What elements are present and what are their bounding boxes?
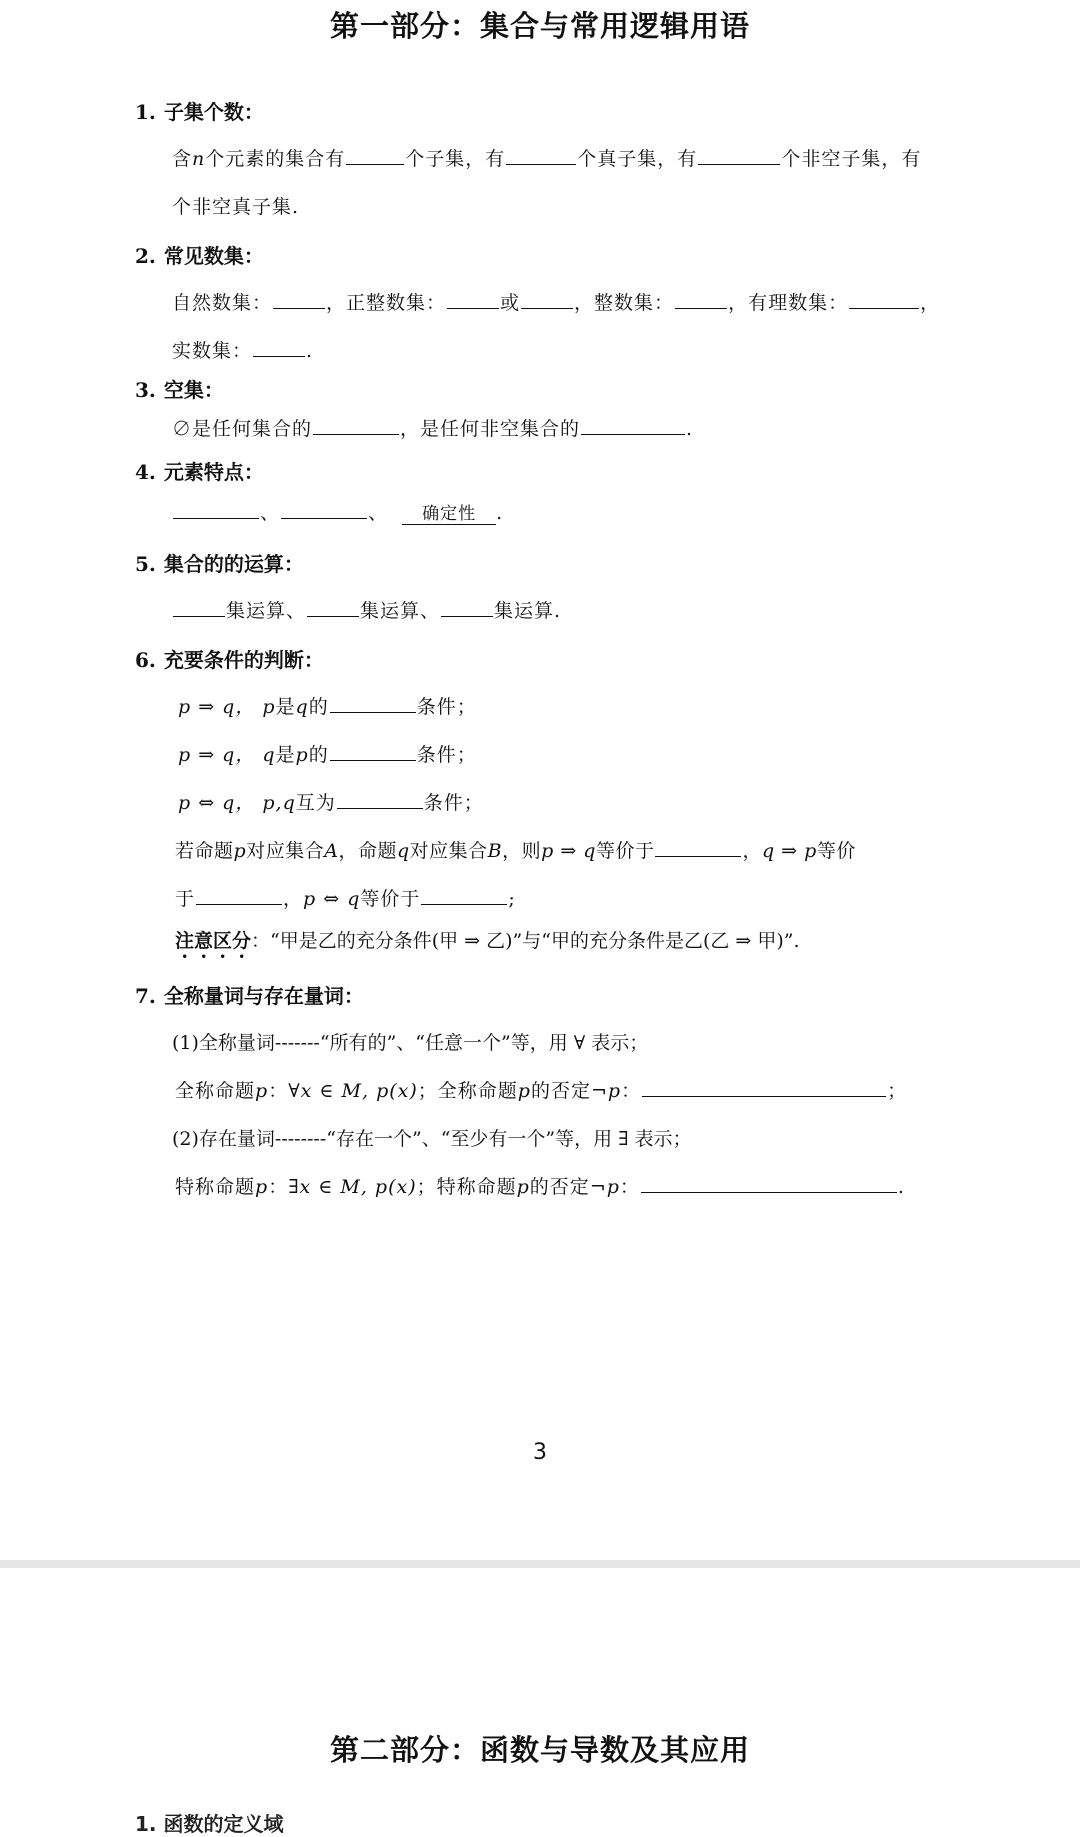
text: 全称命题	[175, 1080, 256, 1102]
section-title: 元素特点：	[163, 460, 264, 484]
text: 等价	[816, 840, 856, 862]
answer-blank[interactable]	[253, 338, 305, 357]
condition-line-2	[178, 740, 477, 767]
math-expr: ∃x ∈ M, p(x)	[288, 1176, 417, 1198]
text: 等价于	[595, 840, 655, 862]
section-4-heading	[135, 456, 264, 485]
condition-line-3	[178, 788, 484, 815]
math-p: p	[517, 1080, 531, 1102]
answer-blank[interactable]	[173, 500, 259, 519]
math-p: p	[233, 840, 247, 862]
section-6-heading	[135, 644, 324, 673]
answer-blank[interactable]	[447, 290, 499, 309]
math-not-p: ¬p	[589, 1176, 620, 1198]
text: .	[496, 502, 504, 524]
section-number: 2.	[135, 244, 156, 268]
answer-blank[interactable]	[337, 790, 423, 809]
math-expr: p ⇔ q， p,q	[178, 792, 296, 814]
page-title: 第一部分：集合与常用逻辑用语	[329, 9, 750, 43]
math-not-p: ¬p	[590, 1080, 622, 1102]
math-expr: p ⇒ q， p	[178, 696, 276, 718]
text: .	[897, 1176, 905, 1198]
text: 含	[172, 148, 193, 170]
section-1-heading	[135, 96, 264, 125]
text: 对应集合	[409, 840, 488, 862]
existential-proposition-line	[175, 1172, 905, 1199]
text: 个真子集，有	[577, 148, 698, 170]
text: ∅是任何集合的	[172, 418, 313, 440]
universal-quantifier-line: (1)全称量词-------“所有的”、“任意一个”等，用 ∀ 表示；	[172, 1032, 649, 1054]
answer-blank[interactable]	[196, 886, 282, 905]
answer-blank[interactable]	[698, 146, 780, 165]
section-number: 3.	[135, 378, 156, 402]
text: 的否定	[530, 1080, 591, 1102]
math-p: p	[516, 1176, 530, 1198]
filled-answer: 确定性	[402, 499, 496, 525]
condition-line-1	[178, 692, 477, 719]
subset-count-line-2: 个非空真子集.	[172, 196, 300, 218]
text: ，	[920, 292, 941, 314]
math-q: q	[295, 696, 309, 718]
text: 互为	[295, 792, 336, 814]
text: 是	[275, 696, 296, 718]
page-title: 第二部分：函数与导数及其应用	[329, 1733, 750, 1767]
text: ，正整数集：	[326, 292, 447, 314]
text: .	[306, 340, 314, 362]
text: 条件；	[416, 744, 477, 766]
math-p: p	[295, 744, 309, 766]
text: 个元素的集合有	[205, 148, 346, 170]
section-number: 6.	[135, 648, 156, 672]
section-number: 5.	[135, 552, 156, 576]
text: 集运算、	[360, 600, 441, 622]
math-expr: p ⇔ q	[303, 888, 361, 910]
section-title: 全称量词与存在量词：	[163, 984, 364, 1008]
math-expr: p ⇒ q	[541, 840, 596, 862]
text: 、	[368, 502, 389, 524]
text: 条件；	[423, 792, 484, 814]
section-title: 集合的的运算：	[163, 552, 304, 576]
text: ，是任何非空集合的	[400, 418, 581, 440]
answer-blank[interactable]	[581, 416, 685, 435]
note-line	[175, 926, 800, 963]
section-7-heading	[135, 980, 364, 1009]
section-number: 1.	[135, 100, 156, 124]
text: 、	[260, 502, 281, 524]
section-number: 4.	[135, 460, 156, 484]
page-number: 3	[533, 1440, 547, 1465]
text: ;	[508, 888, 516, 910]
section-title: 空集：	[163, 378, 224, 402]
text: 于	[175, 888, 196, 910]
answer-blank[interactable]	[675, 290, 727, 309]
note-label: 注意区分	[175, 930, 252, 952]
text: 对应集合	[246, 840, 325, 862]
answer-blank[interactable]	[655, 838, 741, 857]
set-operations-line	[172, 596, 561, 623]
text: ；	[887, 1080, 908, 1102]
answer-blank[interactable]	[173, 598, 225, 617]
condition-line-4	[175, 836, 856, 863]
answer-blank[interactable]	[441, 598, 493, 617]
section-5-heading	[135, 548, 304, 577]
text: ，有理数集：	[728, 292, 849, 314]
text: .	[686, 418, 694, 440]
answer-blank[interactable]	[506, 146, 576, 165]
text: 自然数集：	[172, 292, 273, 314]
answer-blank[interactable]	[641, 1174, 897, 1193]
math-q: q	[396, 840, 410, 862]
text: 实数集：	[172, 340, 253, 362]
answer-blank[interactable]	[642, 1078, 886, 1097]
text: 或	[500, 292, 521, 314]
answer-blank[interactable]	[307, 598, 359, 617]
math-B: B	[487, 840, 503, 862]
answer-blank[interactable]	[273, 290, 325, 309]
text: ，	[742, 840, 762, 862]
text: ：	[621, 1080, 642, 1102]
section-title: 子集个数：	[163, 100, 264, 124]
section-1-heading-cut-off: 1. 函数的定义域	[135, 1812, 284, 1836]
text: ；全称命题	[417, 1080, 518, 1102]
text: ，命题	[338, 840, 397, 862]
text: ：	[268, 1176, 289, 1198]
section-3-heading	[135, 374, 224, 403]
text: 条件；	[416, 696, 477, 718]
text: 若命题	[175, 840, 234, 862]
text: 的	[308, 744, 329, 766]
existential-quantifier-line: (2)存在量词--------“存在一个”、“至少有一个”等，用 ∃ 表示；	[172, 1128, 692, 1150]
empty-set-line	[172, 414, 693, 441]
text: 个子集，有	[405, 148, 506, 170]
answer-blank[interactable]	[330, 694, 416, 713]
answer-blank[interactable]	[330, 742, 416, 761]
text: 个非空子集，有	[781, 148, 922, 170]
text: 集运算、	[226, 600, 307, 622]
document-page-2	[0, 1568, 1080, 1836]
section-title: 常见数集：	[163, 244, 264, 268]
text: ，	[283, 888, 304, 910]
answer-blank[interactable]	[313, 416, 399, 435]
number-sets-line-2	[172, 336, 313, 363]
text: ：	[619, 1176, 640, 1198]
text: 是	[275, 744, 296, 766]
answer-blank[interactable]	[421, 886, 507, 905]
text: 等价于	[360, 888, 421, 910]
section-2-heading	[135, 240, 264, 269]
text: 的否定	[529, 1176, 590, 1198]
text: 集运算.	[494, 600, 562, 622]
element-features-line	[172, 498, 503, 525]
text: ，则	[502, 840, 542, 862]
math-expr: p ⇒ q， q	[178, 744, 276, 766]
answer-blank[interactable]	[521, 290, 573, 309]
math-A: A	[324, 840, 339, 862]
math-expr: ∀x ∈ M, p(x)	[288, 1080, 418, 1102]
condition-line-5	[175, 884, 516, 911]
text: 的	[308, 696, 329, 718]
math-p: p	[255, 1176, 269, 1198]
math-n: n	[192, 148, 206, 170]
subset-count-line-1	[172, 144, 921, 171]
page-separator	[0, 1560, 1080, 1568]
text: ；特称命题	[416, 1176, 517, 1198]
text: ，整数集：	[574, 292, 675, 314]
answer-blank[interactable]	[281, 500, 367, 519]
math-p: p	[255, 1080, 269, 1102]
text: 特称命题	[175, 1176, 256, 1198]
number-sets-line-1	[172, 288, 940, 315]
text: ：	[268, 1080, 289, 1102]
answer-blank[interactable]	[346, 146, 404, 165]
section-title: 充要条件的判断：	[163, 648, 324, 672]
universal-proposition-line	[175, 1076, 907, 1103]
answer-blank[interactable]	[849, 290, 919, 309]
note-text: ：“甲是乙的充分条件(甲 ⇒ 乙)”与“甲的充分条件是乙(乙 ⇒ 甲)”.	[251, 930, 800, 952]
math-expr: q ⇒ p	[761, 840, 817, 862]
section-number: 7.	[135, 984, 156, 1008]
